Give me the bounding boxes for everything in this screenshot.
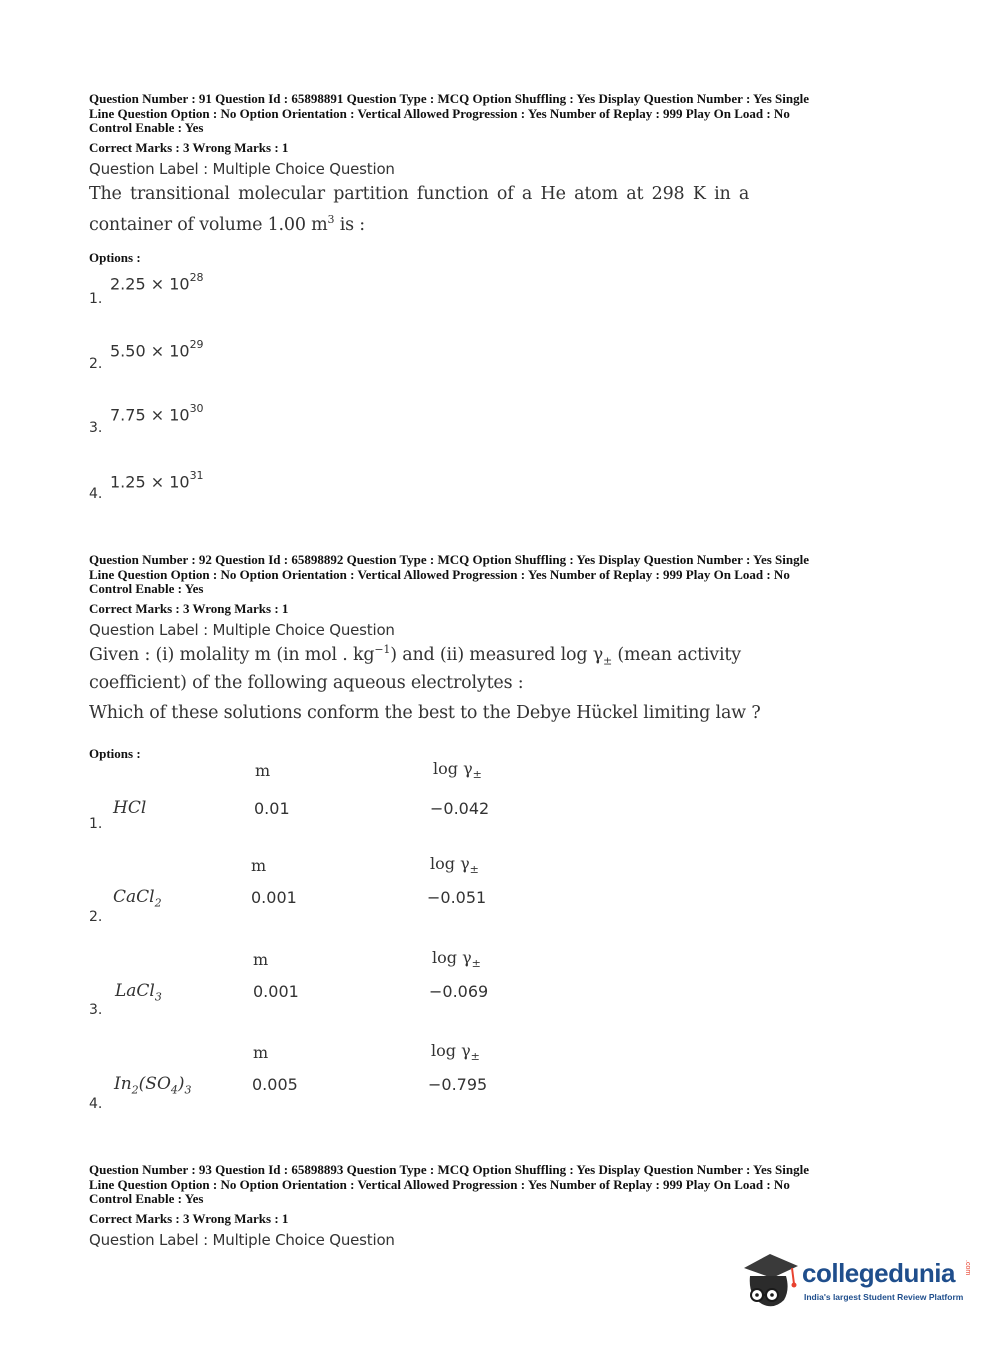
q92-option-2-electrolyte: CaCl$_2$ bbox=[113, 887, 162, 910]
q92-option-3-log: −0.069 bbox=[429, 982, 489, 1001]
q91-label: Question Label : Multiple Choice Question bbox=[89, 160, 395, 178]
q92-option-4[interactable] bbox=[89, 1040, 509, 1120]
q93-meta-line2: Line Question Option : No Option Orientation : Vertical Allowed Progression : Yes Number of Replay : 999 Play On Load : No bbox=[89, 1176, 790, 1192]
q91-meta-line2: Line Question Option : No Option Orientation : Vertical Allowed Progression : Yes Number of Replay : 999 Play On Load : No bbox=[89, 105, 790, 121]
q92-option-4-electrolyte: $In_2(SO_4)_3$ bbox=[114, 1074, 192, 1097]
q92-option-2-col-m: m bbox=[251, 856, 267, 875]
q93-label: Question Label : Multiple Choice Question bbox=[89, 1231, 395, 1249]
q92-option-3-col-m: m bbox=[253, 950, 269, 969]
q92-option-3[interactable] bbox=[89, 947, 509, 1027]
q93-marks: Correct Marks : 3 Wrong Marks : 1 bbox=[89, 1211, 289, 1226]
mascot-icon bbox=[740, 1248, 800, 1312]
q91-option-2-number: 2. bbox=[89, 356, 103, 372]
q91-meta-line1: Question Number : 91 Question Id : 65898891 Question Type : MCQ Option Shuffling : Yes Display Question Number : Yes Single bbox=[89, 91, 810, 106]
logo-wordmark: collegedunia bbox=[802, 1258, 955, 1288]
q91-options-label: Options : bbox=[89, 250, 141, 265]
q92-option-2-number: 2. bbox=[89, 909, 103, 925]
q91-option-3-value: $7.75 \times 10^{30}$ bbox=[110, 402, 204, 425]
q92-option-3-col-log: $\log \gamma_\pm$ bbox=[432, 948, 481, 971]
q92-option-3-m: 0.001 bbox=[253, 982, 299, 1001]
q91-text-line2: container of volume 1.00 $m^3$ is : bbox=[89, 213, 365, 235]
q92-option-2-m: 0.001 bbox=[251, 888, 297, 907]
q92-option-4-col-m: m bbox=[253, 1043, 269, 1062]
q92-label: Question Label : Multiple Choice Question bbox=[89, 621, 395, 639]
q93-meta bbox=[89, 1163, 919, 1207]
q92-option-4-number: 4. bbox=[89, 1096, 103, 1112]
q92-option-3-number: 3. bbox=[89, 1002, 103, 1018]
q92-meta bbox=[89, 553, 919, 597]
q92-option-1-m: 0.01 bbox=[254, 799, 290, 818]
q92-option-3-electrolyte: LaCl$_3$ bbox=[115, 981, 162, 1004]
q92-option-1-electrolyte: HCl bbox=[113, 798, 147, 818]
q92-option-4-col-log: $\log \gamma_\pm$ bbox=[431, 1041, 480, 1064]
q92-text-line3: Which of these solutions conform the best to the Debye Hückel limiting law ? bbox=[89, 703, 761, 723]
q92-option-1-log: −0.042 bbox=[430, 799, 490, 818]
q91-option-4-number: 4. bbox=[89, 486, 103, 502]
q92-text-line2: coefficient) of the following aqueous electrolytes : bbox=[89, 673, 524, 693]
q92-option-4-log: −0.795 bbox=[428, 1075, 488, 1094]
q92-option-1-col-m: m bbox=[255, 761, 271, 780]
logo-tagline: India's largest Student Review Platform bbox=[804, 1292, 964, 1302]
q92-meta-line3: Control Enable : Yes bbox=[89, 581, 204, 596]
q91-option-3-number: 3. bbox=[89, 420, 103, 436]
q93-meta-line3: Control Enable : Yes bbox=[89, 1191, 204, 1206]
q91-option-4-value: $1.25 \times 10^{31}$ bbox=[110, 469, 204, 492]
q91-option-1-number: 1. bbox=[89, 291, 103, 307]
q92-option-2-col-log: $\log \gamma_\pm$ bbox=[430, 854, 479, 877]
q92-option-4-m: 0.005 bbox=[252, 1075, 298, 1094]
logo-dotcom: .com bbox=[964, 1260, 971, 1276]
q91-meta-line3: Control Enable : Yes bbox=[89, 120, 204, 135]
q92-text-line1: Given : (i) molality m (in mol . $kg^{-1}$) and (ii) measured $\log \gamma_\pm$ (mean activity bbox=[89, 643, 741, 668]
q92-option-1-number: 1. bbox=[89, 816, 103, 832]
q92-option-1-col-log: $\log \gamma_\pm$ bbox=[433, 759, 482, 782]
q91-option-2-value: $5.50 \times 10^{29}$ bbox=[110, 338, 204, 361]
q92-options-label: Options : bbox=[89, 746, 141, 761]
q93-meta-line1: Question Number : 93 Question Id : 65898893 Question Type : MCQ Option Shuffling : Yes Display Question Number : Yes Single bbox=[89, 1162, 810, 1177]
q91-text-line1: The transitional molecular partition function of a He atom at 298 K in a bbox=[89, 184, 750, 204]
q91-marks: Correct Marks : 3 Wrong Marks : 1 bbox=[89, 140, 289, 155]
q92-meta-line2: Line Question Option : No Option Orientation : Vertical Allowed Progression : Yes Number of Replay : 999 Play On Load : No bbox=[89, 566, 790, 582]
q92-option-2[interactable] bbox=[89, 853, 509, 933]
q92-option-2-log: −0.051 bbox=[427, 888, 487, 907]
q92-option-1[interactable] bbox=[89, 758, 509, 838]
q91-option-1-value: $2.25 \times 10^{28}$ bbox=[110, 271, 204, 294]
collegedunia-logo bbox=[740, 1248, 980, 1320]
q92-marks: Correct Marks : 3 Wrong Marks : 1 bbox=[89, 601, 289, 616]
q91-meta bbox=[89, 92, 919, 136]
q92-meta-line1: Question Number : 92 Question Id : 65898892 Question Type : MCQ Option Shuffling : Yes Display Question Number : Yes Single bbox=[89, 552, 810, 567]
